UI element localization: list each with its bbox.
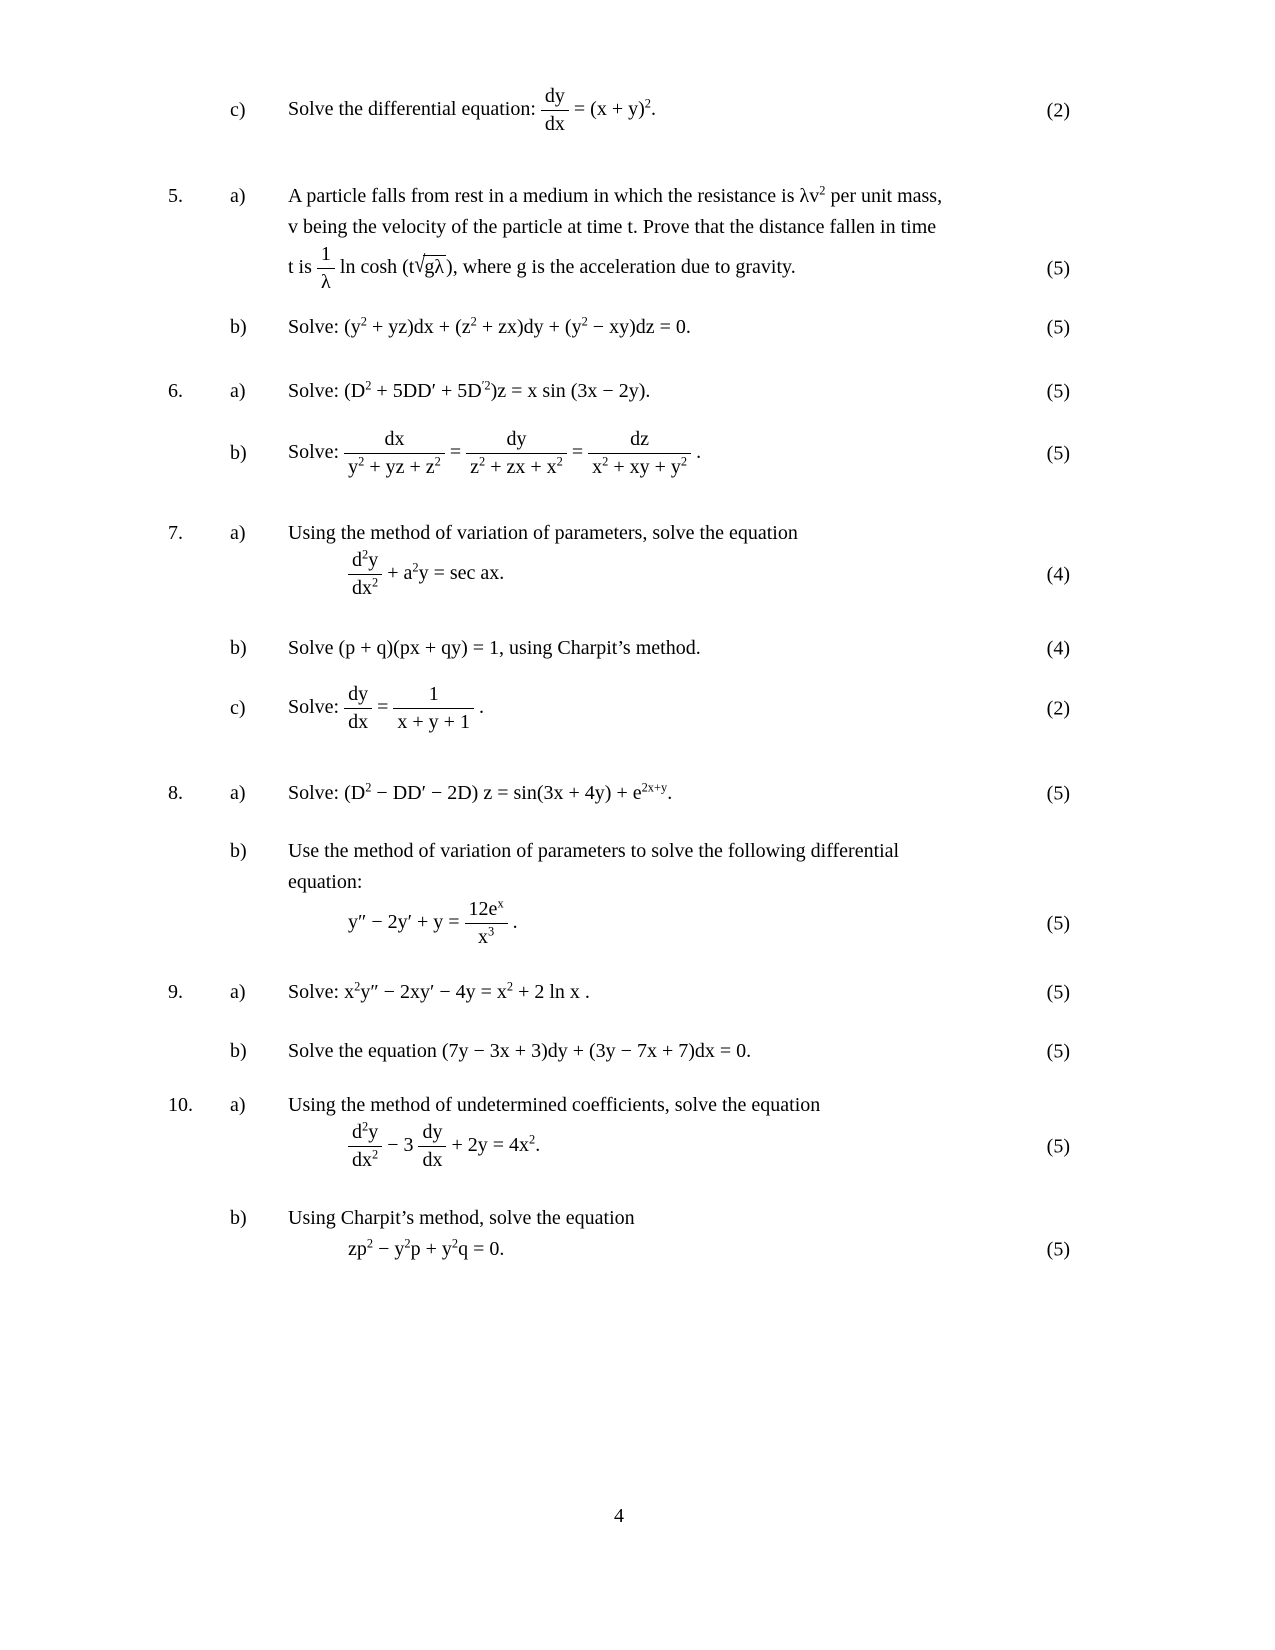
superscript: ′2 [481,378,491,393]
question-item [168,1036,1070,1067]
fraction-denominator: $dx^2$ [348,574,382,600]
superscript: 2 [365,378,372,393]
part-letter: a) [230,782,246,804]
superscript: x [497,896,504,911]
fraction-denominator: λ [317,268,335,294]
superscript: 2 [644,96,651,111]
part-letter: a) [230,1094,246,1116]
fraction-numerator: $d^2y$ [352,547,379,571]
superscript: 2 [404,1236,411,1251]
fraction [344,683,372,734]
question-text: Solve: $(y^2 + yz)dx + (z^2 + zx)dy + (y^2 - xy)dz = 0$. [288,314,691,338]
fraction-denominator: $y^2$ + yz + $z^2$ [344,453,445,479]
fraction [344,428,445,479]
part-letter: a) [230,380,246,402]
question-text: $\frac{d^2y}{dx^2}$ + $a^2y = \sec$ ax. [288,549,1070,600]
question-text: y″ − 2y′ + y = $\frac{12e^x}{x^3}$ . [348,896,518,948]
question-item [168,1090,1070,1172]
question-line [168,1090,1070,1121]
question-item [168,518,1070,600]
question-text: Use the method of variation of parameters to solve the following differential [288,840,900,862]
marks-badge: (4) [1046,563,1070,585]
question-line [168,518,1070,549]
fraction-denominator: $z^2$ + zx + $x^2$ [466,453,567,479]
question-line [168,1036,1070,1067]
question-text: $\frac{d^2y}{dx^2}$ − 3 $\frac{dy}{dx}$ + $2y = 4x^2$. [288,1121,1070,1172]
question-text: Using the method of variation of parameters, solve the equation [288,522,798,544]
fraction-numerator: dz [630,428,650,450]
question-item [168,181,1070,294]
superscript: 2 [354,979,361,994]
question-text: Solve: $\frac{dx}{y^2 + yz + z^2}$ = $\frac{dy}{z^2 + zx + x^2}$ = $\frac{dz}{x^2 + xy + y^2}$ . [288,428,702,478]
superscript: 2 [362,547,369,562]
question-item [168,778,1070,809]
question-text: Solve the equation (7y − 3x + 3)dy + (3y − 7x + 7)dx = 0. [288,1040,752,1062]
superscript: 2 [360,314,367,329]
question-line [168,1121,1070,1172]
fraction-denominator: dx [418,1146,446,1172]
question-number: 7. [168,522,183,544]
question-number: 10. [168,1094,193,1116]
superscript: 2 [581,314,588,329]
part-letter: c) [230,99,246,121]
fraction [465,898,508,949]
superscript: 2 [362,1119,369,1134]
marks-badge: (5) [1046,442,1070,464]
part-letter: c) [230,697,246,719]
superscript: 2 [358,454,365,469]
fraction [348,1121,382,1172]
part-letter: a) [230,185,246,207]
fraction [393,683,474,734]
question-item [168,977,1070,1008]
marks-badge: (5) [1046,782,1070,804]
fraction-denominator: x + y + 1 [393,708,474,734]
radical-sign: √ [414,251,426,278]
question-text: Solve the differential equation: $\frac{dy}{dx}$ = $(x + y)^2$. [288,85,656,135]
sqrt-expression [414,251,446,279]
superscript: 2 [506,979,514,994]
question-text: Solve (p + q)(px + qy) = 1, using Charpit’s method. [288,637,701,659]
fraction-numerator: $12e^x$ [468,896,504,920]
marks-badge: (5) [1046,1040,1070,1062]
marks-badge: (5) [1046,257,1070,279]
question-text: Using the method of undetermined coefficients, solve the equation [288,1094,821,1116]
fraction-numerator: dy [506,428,527,450]
marks-badge: (5) [1046,981,1070,1003]
superscript: 2 [451,1236,459,1251]
marks-badge: (5) [1046,1135,1070,1157]
part-letter: a) [230,522,246,544]
fraction [418,1121,446,1172]
question-item [168,1203,1070,1265]
fraction-denominator: dx [344,708,372,734]
radicand: gλ [424,256,445,279]
superscript: 2 [680,454,688,469]
marks-badge: (5) [1046,1238,1070,1260]
part-letter: b) [230,840,247,862]
question-item [168,85,1070,136]
fraction [466,428,567,479]
question-text: Solve: $(D^2 - DD' - 2D) z = \sin(3x + 4y) + e^{2x+y}$. [288,780,673,804]
question-item [168,683,1070,734]
superscript: 2 [366,1236,374,1251]
superscript: 2 [434,454,441,469]
question-number: 8. [168,782,183,804]
question-line [168,633,1070,664]
question-line [168,778,1070,809]
fraction-denominator: $x^3$ [465,923,508,949]
question-line [168,376,1070,407]
fraction-numerator: $d^2y$ [352,1119,379,1143]
marks-badge: (5) [1046,912,1070,934]
part-letter: a) [230,981,246,1003]
question-text: Solve: $x^2y'' - 2xy' - 4y = x^2 + 2$ ln x . [288,979,590,1003]
superscript: 2 [372,1147,379,1162]
part-letter: b) [230,1040,247,1062]
superscript: 2x+y [641,780,668,795]
fraction-numerator: 1 [428,683,439,705]
fraction-numerator: dx [384,428,405,450]
question-number: 9. [168,981,183,1003]
question-line [168,898,1070,949]
question-text: Solve: $\frac{dy}{dx}$ = $\frac{1}{x + y + 1}$ . [288,683,484,733]
superscript: 3 [487,924,495,939]
question-line [168,312,1070,343]
question-line [168,428,1070,479]
marks-badge: (4) [1046,637,1070,659]
superscript: 2 [365,780,372,795]
question-text: A particle falls from rest in a medium in which the resistance is $\lambda v^2$ per unit mass, [288,183,943,207]
question-number: 6. [168,380,183,402]
fraction-denominator: $dx^2$ [348,1146,382,1172]
fraction [541,85,569,136]
question-line [168,977,1070,1008]
superscript: 2 [372,575,379,590]
marks-badge: (2) [1046,99,1070,121]
question-line [168,85,1070,136]
superscript: 2 [529,1132,536,1147]
fraction-numerator: dy [544,85,565,107]
question-text: Solve: $(D^2 + 5DD' + 5D^{'2})z = x$ sin (3x − 2y). [288,378,651,402]
question-text: $zp^2 - y^2p + y^2q = 0$. [348,1236,505,1260]
question-line [168,867,1070,898]
question-line [168,683,1070,734]
question-number: 5. [168,185,183,207]
question-item [168,376,1070,407]
question-text: equation: [288,871,363,893]
superscript: 2 [412,560,419,575]
question-line [168,243,1070,294]
part-letter: b) [230,637,247,659]
question-line [168,1203,1070,1234]
fraction-denominator: $x^2$ + xy + $y^2$ [588,453,691,479]
fraction-denominator: dx [541,110,569,136]
question-line [168,836,1070,867]
marks-badge: (2) [1046,697,1070,719]
question-line [168,1234,1070,1265]
superscript: 2 [479,454,486,469]
page-number: 4 [614,1505,624,1527]
question-text: t is $\frac{1}{\lambda}$ ln cosh (t√gλ ), where g is the acceleration due to gravity. [288,243,796,293]
question-item [168,428,1070,479]
fraction [348,549,382,600]
superscript: 2 [819,183,826,198]
fraction [317,243,335,294]
question-item [168,836,1070,949]
superscript: 2 [470,314,477,329]
fraction-numerator: dy [348,683,369,705]
marks-badge: (5) [1046,380,1070,402]
question-item [168,312,1070,343]
question-text: Using Charpit’s method, solve the equation [288,1207,635,1229]
question-text: v being the velocity of the particle at time t. Prove that the distance fallen in time [288,216,937,238]
question-item [168,633,1070,664]
fraction-numerator: 1 [320,243,331,265]
superscript: 2 [602,454,609,469]
part-letter: b) [230,1207,247,1229]
question-line [168,212,1070,243]
question-line [168,549,1070,600]
fraction [588,428,691,479]
superscript: 2 [556,454,563,469]
part-letter: b) [230,442,247,464]
fraction-numerator: dy [422,1121,443,1143]
question-line [168,181,1070,212]
part-letter: b) [230,316,247,338]
marks-badge: (5) [1046,316,1070,338]
